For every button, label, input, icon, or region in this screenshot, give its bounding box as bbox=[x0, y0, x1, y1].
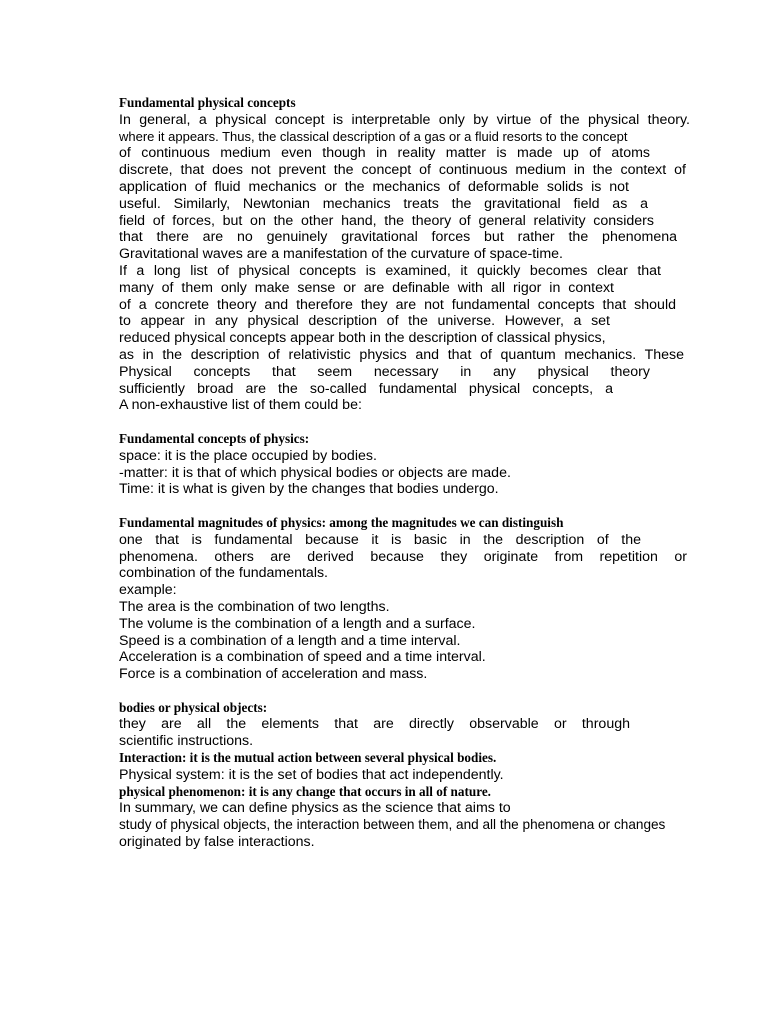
paragraph-line: one that is fundamental because it is basic in the description of the bbox=[119, 531, 641, 548]
example-line: The volume is the combination of a length and a surface. bbox=[119, 615, 476, 632]
paragraph-spacer bbox=[119, 498, 721, 515]
list-item: space: it is the place occupied by bodies. bbox=[119, 447, 377, 464]
paragraph-line: combination of the fundamentals. bbox=[119, 565, 329, 582]
summary-line: study of physical objects, the interaction between them, and all the phenomena or changes bbox=[119, 817, 666, 833]
paragraph-line: where it appears. Thus, the classical description of a gas or a fluid resorts to the concept bbox=[119, 128, 628, 144]
paragraph-line: application of fluid mechanics or the mechanics of deformable solids is not bbox=[119, 178, 629, 195]
paragraph-line: to appear in any physical description of the universe. However, a set bbox=[119, 313, 610, 330]
paragraph-line: as in the description of relativistic physics and that of quantum mechanics. These bbox=[119, 346, 684, 363]
paragraph-line: sufficiently broad are the so-called fundamental physical concepts, a bbox=[119, 380, 613, 397]
physical-system-definition: Physical system: it is the set of bodies that act independently. bbox=[119, 766, 504, 783]
paragraph-spacer bbox=[119, 683, 721, 700]
section-heading-bodies: bodies or physical objects: bbox=[119, 699, 268, 715]
paragraph-line: useful. Similarly, Newtonian mechanics treats the gravitational field as a bbox=[119, 195, 648, 212]
example-line: The area is the combination of two lengths. bbox=[119, 598, 390, 615]
summary-line: originated by false interactions. bbox=[119, 834, 315, 851]
paragraph-line: Physical concepts that seem necessary in any physical theory bbox=[119, 363, 650, 380]
paragraph-line: field of forces, but on the other hand, the theory of general relativity considers bbox=[119, 212, 654, 229]
paragraph-line: scientific instructions. bbox=[119, 733, 254, 750]
list-item: Time: it is what is given by the changes that bodies undergo. bbox=[119, 481, 499, 498]
example-line: Force is a combination of acceleration and mass. bbox=[119, 666, 428, 683]
paragraph-line: A non-exhaustive list of them could be: bbox=[119, 397, 362, 414]
paragraph-line: that there are no genuinely gravitational forces but rather the phenomena bbox=[119, 229, 677, 246]
section-heading-fundamental-magnitudes: Fundamental magnitudes of physics: among the magnitudes we can distinguish bbox=[119, 514, 564, 530]
paragraph-line: discrete, that does not prevent the concept of continuous medium in the context of bbox=[119, 162, 686, 179]
interaction-definition: Interaction: it is the mutual action between several physical bodies. bbox=[119, 750, 497, 766]
paragraph-line: Gravitational waves are a manifestation of the curvature of space-time. bbox=[119, 246, 563, 263]
summary-line: In summary, we can define physics as the science that aims to bbox=[119, 800, 511, 817]
physical-phenomenon-definition: physical phenomenon: it is any change that occurs in all of nature. bbox=[119, 783, 491, 799]
example-line: Speed is a combination of a length and a time interval. bbox=[119, 632, 461, 649]
paragraph-line: phenomena. others are derived because they originate from repetition or bbox=[119, 548, 687, 565]
paragraph-line: example: bbox=[119, 582, 177, 599]
document-page bbox=[119, 95, 721, 851]
section-heading-fundamental-physical-concepts: Fundamental physical concepts bbox=[119, 95, 296, 110]
paragraph-line: of continuous medium even though in reality matter is made up of atoms bbox=[119, 145, 650, 162]
paragraph-line: If a long list of physical concepts is examined, it quickly becomes clear that bbox=[119, 262, 661, 279]
paragraph-line: they are all the elements that are directly observable or through bbox=[119, 716, 630, 733]
list-item: -matter: it is that of which physical bodies or objects are made. bbox=[119, 464, 511, 481]
paragraph-line: of a concrete theory and therefore they are not fundamental concepts that should bbox=[119, 296, 676, 313]
section-heading-fundamental-concepts: Fundamental concepts of physics: bbox=[119, 430, 310, 446]
example-line: Acceleration is a combination of speed and a time interval. bbox=[119, 649, 486, 666]
paragraph-line: many of them only make sense or are definable with all rigor in context bbox=[119, 279, 614, 296]
paragraph-spacer bbox=[119, 414, 721, 431]
paragraph-line: In general, a physical concept is interpretable only by virtue of the physical theory. bbox=[119, 111, 690, 128]
paragraph-line: reduced physical concepts appear both in the description of classical physics, bbox=[119, 330, 606, 347]
